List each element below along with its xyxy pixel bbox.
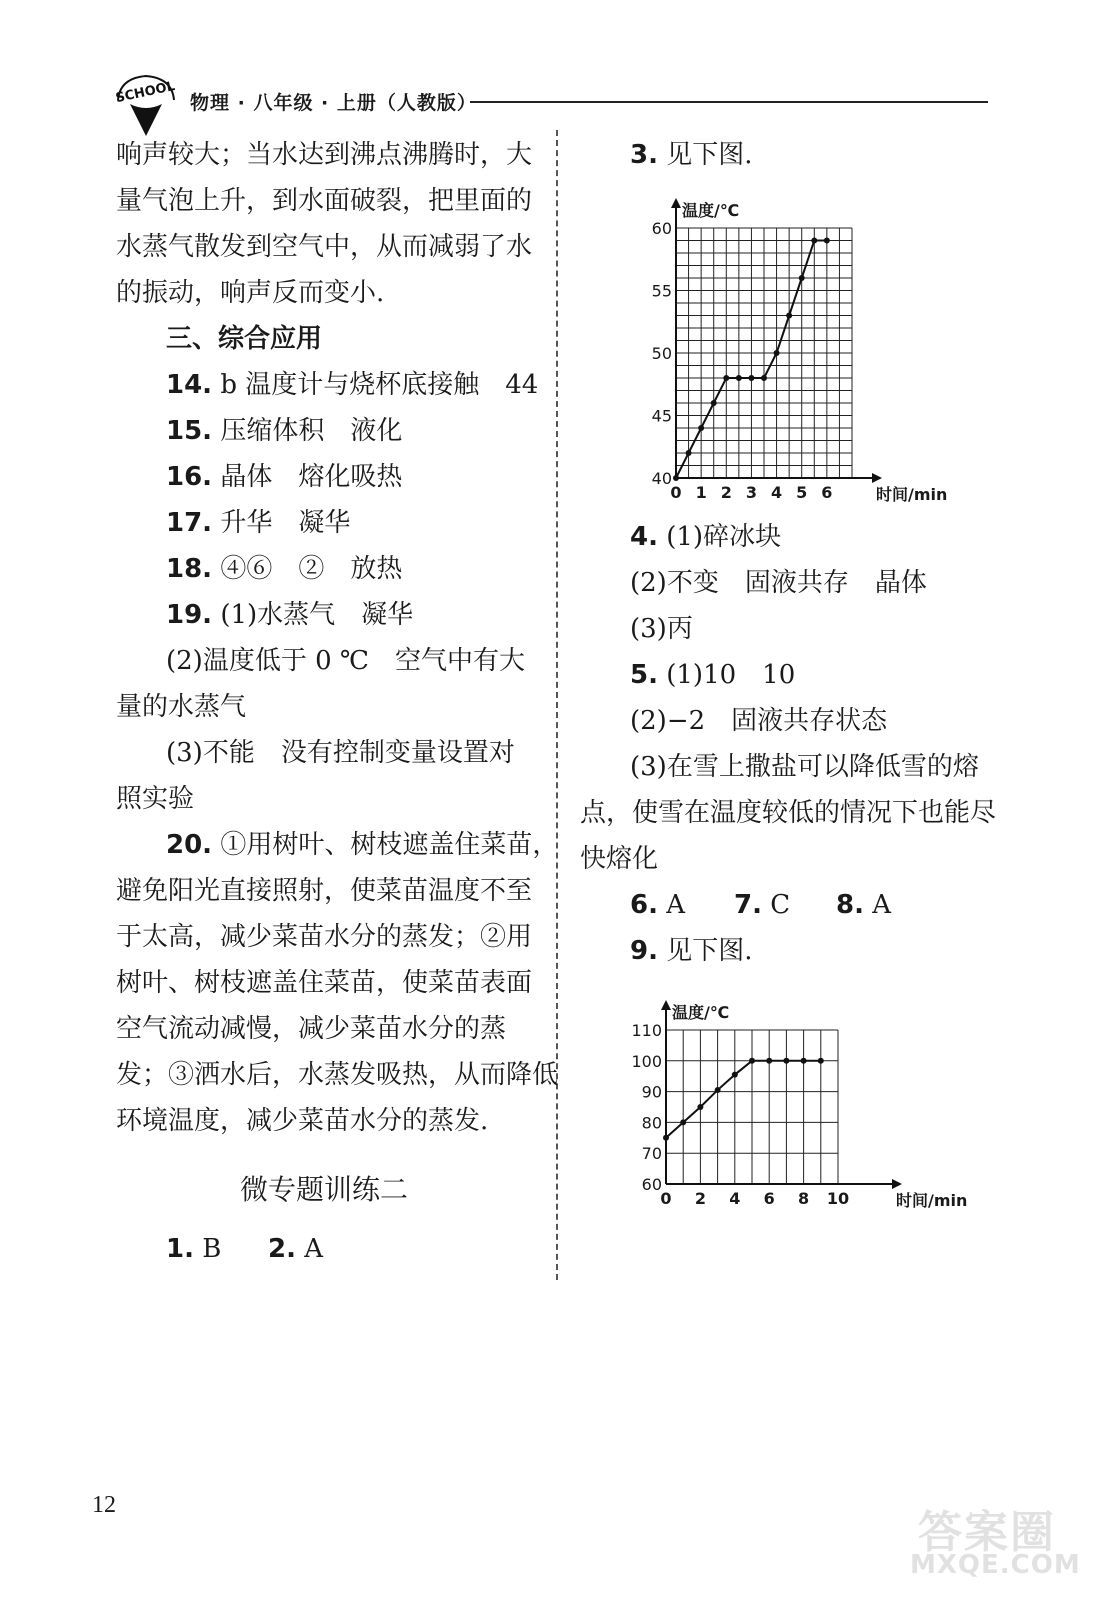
x-tick-label: 4	[771, 483, 783, 502]
paragraph-line: 于太高，减少菜苗水分的蒸发；②用	[116, 922, 533, 952]
item-text: ④⑥ ② 放热	[220, 554, 403, 584]
paragraph-line: (2)−2 固液共存状态	[630, 706, 888, 736]
paragraph-line: 环境温度，减少菜苗水分的蒸发.	[116, 1106, 489, 1136]
y-axis-label: 温度/℃	[672, 1003, 730, 1022]
paragraph-line: 快熔化	[580, 844, 659, 874]
item-number: 15.	[166, 416, 213, 446]
column-divider	[556, 130, 558, 1280]
item-number: 14.	[166, 370, 213, 400]
header-title: 物理 · 八年级 · 上册（人教版）	[190, 92, 477, 114]
item-number: 2.	[268, 1234, 296, 1264]
paragraph-line: 响声较大；当水达到沸点沸腾时，大	[116, 140, 533, 170]
y-tick-label: 110	[631, 1021, 662, 1040]
item-number: 9.	[630, 936, 658, 966]
item-text: b 温度计与烧杯底接触 44	[220, 370, 539, 400]
data-point	[811, 238, 817, 244]
data-point	[723, 375, 729, 381]
paragraph-line: 量气泡上升，到水面破裂，把里面的	[116, 186, 533, 216]
data-point	[748, 375, 754, 381]
item-text: A	[304, 1234, 324, 1264]
item-text: 压缩体积 液化	[220, 416, 403, 446]
subsection-title: 微专题训练二	[240, 1173, 409, 1206]
x-tick-label: 5	[796, 483, 808, 502]
x-tick-label: 3	[745, 483, 757, 502]
item-number: 19.	[166, 600, 213, 630]
paragraph-line: 避免阳光直接照射，使菜苗温度不至	[116, 876, 533, 906]
data-point	[799, 275, 805, 281]
chart-melting-curve	[640, 188, 948, 508]
header-divider	[470, 101, 988, 103]
answer-item	[630, 524, 781, 550]
data-point	[766, 1058, 772, 1064]
item-number: 3.	[630, 140, 658, 170]
chart-boiling-curve	[628, 984, 968, 1216]
data-point	[686, 450, 692, 456]
paragraph-line: (2)不变 固液共存 晶体	[630, 568, 927, 598]
item-number: 1.	[166, 1234, 194, 1264]
y-tick-label: 90	[641, 1082, 662, 1102]
paragraph-line: 发；③洒水后，水蒸发吸热，从而降低	[116, 1060, 559, 1090]
item-text: (1)10 10	[666, 660, 796, 690]
paragraph-line: (3)在雪上撒盐可以降低雪的熔	[630, 752, 979, 782]
data-point	[824, 238, 830, 244]
answer-item	[166, 372, 538, 398]
y-tick-label: 80	[641, 1113, 662, 1133]
answer-item	[166, 556, 402, 582]
data-point	[749, 1058, 755, 1064]
data-point	[680, 1119, 686, 1125]
y-axis-arrow-icon	[671, 198, 681, 208]
y-tick-label: 70	[641, 1144, 662, 1164]
x-tick-label: 6	[763, 1189, 775, 1208]
item-number: 8.	[836, 890, 864, 920]
y-axis-label: 温度/℃	[682, 201, 740, 220]
x-tick-label: 0	[670, 483, 682, 502]
data-point	[715, 1087, 721, 1093]
paragraph-line: 树叶、树枝遮盖住菜苗，使菜苗表面	[116, 968, 533, 998]
answer-item	[166, 1236, 221, 1262]
data-series-line	[666, 1061, 821, 1138]
data-point	[732, 1072, 738, 1078]
data-point	[673, 475, 679, 481]
watermark-top-text: 答案圈	[918, 1507, 1056, 1558]
x-axis-arrow-icon	[892, 1179, 902, 1189]
paragraph-line: 点，使雪在温度较低的情况下也能尽	[580, 798, 997, 828]
item-text: (1)水蒸气 凝华	[220, 600, 414, 630]
answer-item	[630, 938, 753, 964]
data-point	[697, 1104, 703, 1110]
item-text: 升华 凝华	[220, 508, 351, 538]
x-tick-label: 2	[720, 483, 732, 502]
y-tick-label: 50	[651, 344, 672, 363]
item-text: (1)碎冰块	[666, 522, 782, 552]
section-title: 三、综合应用	[166, 324, 323, 354]
data-point	[761, 375, 767, 381]
school-logo-icon	[108, 70, 184, 140]
item-number: 5.	[630, 660, 658, 690]
paragraph-line: 量的水蒸气	[116, 692, 247, 722]
answer-item	[268, 1236, 323, 1262]
item-text: ①用树叶、树枝遮盖住菜苗，	[220, 830, 559, 860]
x-axis-label: 时间/min	[896, 1191, 968, 1210]
paragraph-line: 空气流动减慢，减少菜苗水分的蒸	[116, 1014, 507, 1044]
item-text: 晶体 熔化吸热	[220, 462, 403, 492]
answer-item	[166, 418, 402, 444]
paragraph-line: 照实验	[116, 784, 195, 814]
item-number: 17.	[166, 508, 213, 538]
paragraph-line: (3)不能 没有控制变量设置对	[166, 738, 515, 768]
item-number: 4.	[630, 522, 658, 552]
paragraph-line: (3)丙	[630, 614, 693, 644]
data-point	[818, 1058, 824, 1064]
answer-item	[166, 464, 402, 490]
item-number: 18.	[166, 554, 213, 584]
x-tick-label: 0	[660, 1189, 672, 1208]
answer-item	[630, 892, 685, 918]
paragraph-line: 的振动，响声反而变小.	[116, 278, 385, 308]
logo-text: SCHOOL	[114, 78, 177, 107]
y-tick-label: 60	[651, 219, 672, 238]
data-point	[774, 350, 780, 356]
data-point	[801, 1058, 807, 1064]
data-point	[783, 1058, 789, 1064]
item-text: 见下图.	[666, 140, 753, 170]
y-axis-arrow-icon	[661, 1000, 671, 1010]
page-number: 12	[92, 1492, 116, 1518]
answer-item	[630, 662, 795, 688]
item-number: 20.	[166, 830, 213, 860]
watermark-bottom-text: MXQE.COM	[910, 1550, 1081, 1580]
data-point	[786, 313, 792, 319]
item-text: A	[666, 890, 686, 920]
paragraph-line: (2)温度低于 0 ℃ 空气中有大	[166, 646, 525, 676]
data-point	[711, 400, 717, 406]
answer-item	[166, 832, 558, 858]
item-text: A	[872, 890, 892, 920]
answer-item	[166, 510, 350, 536]
x-tick-label: 1	[695, 483, 707, 502]
item-text: B	[202, 1234, 222, 1264]
x-tick-label: 4	[729, 1189, 741, 1208]
item-number: 7.	[734, 890, 762, 920]
x-tick-label: 8	[798, 1189, 810, 1208]
answer-item	[630, 142, 753, 168]
x-axis-label: 时间/min	[876, 485, 948, 504]
x-tick-label: 10	[826, 1189, 850, 1208]
y-tick-label: 45	[651, 406, 672, 426]
item-text: C	[770, 890, 791, 920]
x-tick-label: 2	[694, 1189, 706, 1208]
y-tick-label: 100	[631, 1051, 662, 1071]
answer-item	[166, 602, 413, 628]
paragraph-line: 水蒸气散发到空气中，从而减弱了水	[116, 232, 533, 262]
item-number: 6.	[630, 890, 658, 920]
answer-item	[836, 892, 891, 918]
y-tick-label: 40	[651, 469, 672, 488]
data-point	[698, 425, 704, 431]
answer-item	[734, 892, 790, 918]
x-axis-arrow-icon	[872, 473, 882, 483]
y-tick-label: 60	[641, 1175, 662, 1194]
data-point	[663, 1135, 669, 1141]
item-number: 16.	[166, 462, 213, 492]
data-point	[736, 375, 742, 381]
y-tick-label: 55	[651, 281, 672, 301]
watermark-logo	[900, 1490, 1090, 1590]
x-tick-label: 6	[821, 483, 833, 502]
item-text: 见下图.	[666, 936, 753, 966]
